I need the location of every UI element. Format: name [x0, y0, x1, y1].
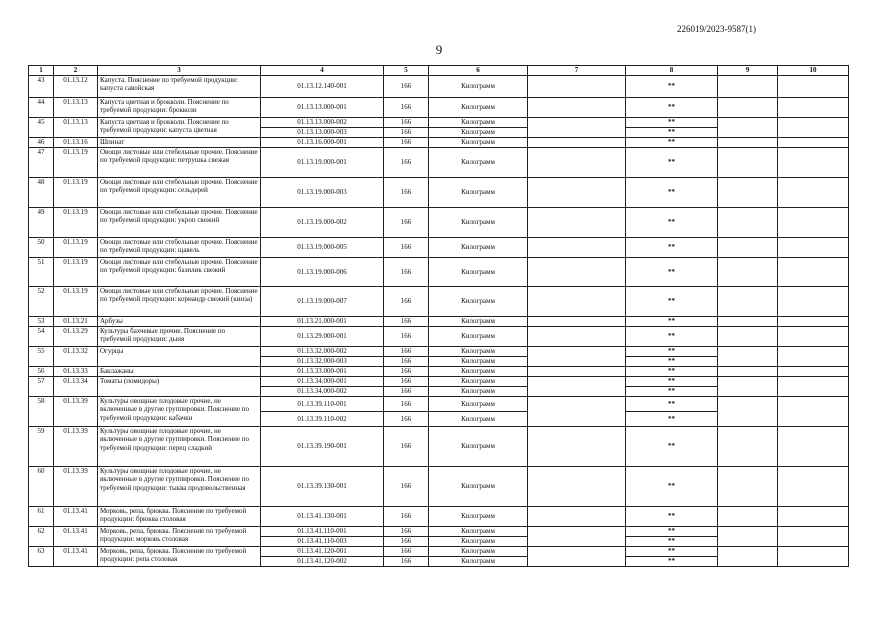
row-number-cell: 47 — [29, 148, 54, 178]
table-row — [29, 258, 849, 287]
row-number-cell: 57 — [29, 377, 54, 397]
okpd2-code-cell: 01.13.13 — [54, 98, 98, 118]
unit-name-cell: Килограмм — [429, 128, 528, 138]
okpd2-code-cell: 01.13.19 — [54, 238, 98, 258]
ktru-code-cell: 01.13.41.120-002 — [261, 557, 384, 567]
column-8-cell: ** — [626, 178, 718, 208]
table-row — [29, 238, 849, 258]
column-10-cell — [778, 377, 849, 397]
column-9-cell — [718, 258, 778, 287]
column-7-cell — [528, 138, 626, 148]
okpd2-code-cell: 01.13.32 — [54, 347, 98, 367]
okei-code-cell: 166 — [384, 347, 429, 357]
products-table — [28, 65, 849, 567]
product-name-cell: Томаты (помидоры) — [98, 377, 261, 397]
column-7-cell — [528, 148, 626, 178]
row-number-cell: 45 — [29, 118, 54, 138]
ktru-code-cell: 01.13.39.110-001 — [261, 397, 384, 412]
table-row — [29, 76, 849, 98]
row-number-cell: 51 — [29, 258, 54, 287]
unit-name-cell: Килограмм — [429, 178, 528, 208]
unit-name-cell: Килограмм — [429, 347, 528, 357]
product-name-cell: Морковь, репа, брюква. Пояснение по требуемой продукции: морковь столовая — [98, 527, 261, 547]
product-name-cell: Культуры овощные плодовые прочие, не включенные в другие группировки. Пояснение по требуемой продукции: перец сладкий — [98, 427, 261, 467]
unit-name-cell: Килограмм — [429, 467, 528, 507]
unit-name-cell: Килограмм — [429, 397, 528, 412]
column-8-cell: ** — [626, 347, 718, 357]
column-10-cell — [778, 238, 849, 258]
column-8-cell: ** — [626, 387, 718, 397]
column-8-cell: ** — [626, 537, 718, 547]
column-7-cell — [528, 76, 626, 98]
unit-name-cell: Килограмм — [429, 427, 528, 467]
okei-code-cell: 166 — [384, 138, 429, 148]
okei-code-cell: 166 — [384, 367, 429, 377]
column-8-cell: ** — [626, 128, 718, 138]
column-8-cell: ** — [626, 76, 718, 98]
okei-code-cell: 166 — [384, 547, 429, 557]
table-body — [29, 76, 849, 567]
column-9-cell — [718, 327, 778, 347]
table-row — [29, 148, 849, 178]
column-7-cell — [528, 178, 626, 208]
column-10-cell — [778, 327, 849, 347]
okpd2-code-cell: 01.13.19 — [54, 287, 98, 317]
okei-code-cell: 166 — [384, 387, 429, 397]
ktru-code-cell: 01.13.41.130-001 — [261, 507, 384, 527]
okei-code-cell: 166 — [384, 507, 429, 527]
table-row — [29, 287, 849, 317]
column-8-cell: ** — [626, 98, 718, 118]
column-10-cell — [778, 547, 849, 567]
ktru-code-cell: 01.13.13.000-003 — [261, 128, 384, 138]
row-number-cell: 62 — [29, 527, 54, 547]
column-header: 8 — [626, 66, 718, 76]
product-name-cell: Морковь, репа, брюква. Пояснение по требуемой продукции: репа столовая — [98, 547, 261, 567]
column-8-cell: ** — [626, 238, 718, 258]
row-number-cell: 56 — [29, 367, 54, 377]
product-name-cell: Морковь, репа, брюква. Пояснение по требуемой продукции: брюква столовая — [98, 507, 261, 527]
okei-code-cell: 166 — [384, 377, 429, 387]
column-9-cell — [718, 238, 778, 258]
ktru-code-cell: 01.13.34.000-002 — [261, 387, 384, 397]
row-number-cell: 54 — [29, 327, 54, 347]
product-name-cell: Культуры бахчевые прочие. Пояснение по требуемой продукции: дыня — [98, 327, 261, 347]
row-number-cell: 53 — [29, 317, 54, 327]
column-10-cell — [778, 287, 849, 317]
column-7-cell — [528, 467, 626, 507]
okei-code-cell: 166 — [384, 467, 429, 507]
okei-code-cell: 166 — [384, 327, 429, 347]
unit-name-cell: Килограмм — [429, 367, 528, 377]
table-row — [29, 178, 849, 208]
unit-name-cell: Килограмм — [429, 98, 528, 118]
row-number-cell: 44 — [29, 98, 54, 118]
column-8-cell: ** — [626, 258, 718, 287]
column-9-cell — [718, 317, 778, 327]
column-header: 5 — [384, 66, 429, 76]
column-9-cell — [718, 98, 778, 118]
column-header: 7 — [528, 66, 626, 76]
column-10-cell — [778, 258, 849, 287]
column-10-cell — [778, 98, 849, 118]
okei-code-cell: 166 — [384, 317, 429, 327]
okpd2-code-cell: 01.13.33 — [54, 367, 98, 377]
unit-name-cell: Килограмм — [429, 387, 528, 397]
column-8-cell: ** — [626, 327, 718, 347]
column-8-cell: ** — [626, 317, 718, 327]
row-number-cell: 58 — [29, 397, 54, 427]
unit-name-cell: Килограмм — [429, 527, 528, 537]
row-number-cell: 63 — [29, 547, 54, 567]
table-row — [29, 347, 849, 357]
column-9-cell — [718, 138, 778, 148]
column-10-cell — [778, 138, 849, 148]
okei-code-cell: 166 — [384, 128, 429, 138]
column-8-cell: ** — [626, 412, 718, 427]
column-7-cell — [528, 527, 626, 547]
row-number-cell: 50 — [29, 238, 54, 258]
column-header: 10 — [778, 66, 849, 76]
product-name-cell: Овощи листовые или стебельные прочие. Пояснение по требуемой продукции: укроп свежий — [98, 208, 261, 238]
column-8-cell: ** — [626, 148, 718, 178]
column-7-cell — [528, 258, 626, 287]
okei-code-cell: 166 — [384, 397, 429, 412]
ktru-code-cell: 01.13.13.000-002 — [261, 118, 384, 128]
okei-code-cell: 166 — [384, 412, 429, 427]
column-7-cell — [528, 118, 626, 138]
column-10-cell — [778, 118, 849, 138]
row-number-cell: 61 — [29, 507, 54, 527]
table-row — [29, 507, 849, 527]
product-name-cell: Капуста. Пояснение по требуемой продукции: капуста савойская — [98, 76, 261, 98]
column-9-cell — [718, 547, 778, 567]
column-7-cell — [528, 377, 626, 397]
ktru-code-cell: 01.13.39.130-001 — [261, 467, 384, 507]
ktru-code-cell: 01.13.41.110-003 — [261, 537, 384, 547]
column-10-cell — [778, 208, 849, 238]
column-7-cell — [528, 427, 626, 467]
okei-code-cell: 166 — [384, 118, 429, 128]
okei-code-cell: 166 — [384, 76, 429, 98]
column-9-cell — [718, 367, 778, 377]
column-8-cell: ** — [626, 118, 718, 128]
okei-code-cell: 166 — [384, 238, 429, 258]
unit-name-cell: Килограмм — [429, 507, 528, 527]
column-header: 1 — [29, 66, 54, 76]
ktru-code-cell: 01.13.33.000-001 — [261, 367, 384, 377]
column-header: 4 — [261, 66, 384, 76]
product-name-cell: Овощи листовые или стебельные прочие. Пояснение по требуемой продукции: базилик свежий — [98, 258, 261, 287]
okei-code-cell: 166 — [384, 208, 429, 238]
column-header: 2 — [54, 66, 98, 76]
column-8-cell: ** — [626, 557, 718, 567]
product-name-cell: Огурцы — [98, 347, 261, 367]
table-row — [29, 547, 849, 557]
okei-code-cell: 166 — [384, 537, 429, 547]
column-header: 6 — [429, 66, 528, 76]
ktru-code-cell: 01.13.41.120-001 — [261, 547, 384, 557]
ktru-code-cell: 01.13.39.190-001 — [261, 427, 384, 467]
column-8-cell: ** — [626, 377, 718, 387]
ktru-code-cell: 01.13.34.000-001 — [261, 377, 384, 387]
ktru-code-cell: 01.13.32.000-002 — [261, 347, 384, 357]
column-7-cell — [528, 98, 626, 118]
column-10-cell — [778, 317, 849, 327]
unit-name-cell: Килограмм — [429, 258, 528, 287]
product-name-cell: Баклажаны — [98, 367, 261, 377]
unit-name-cell: Килограмм — [429, 317, 528, 327]
table-row — [29, 397, 849, 412]
table-row — [29, 327, 849, 347]
column-8-cell: ** — [626, 287, 718, 317]
row-number-cell: 49 — [29, 208, 54, 238]
column-7-cell — [528, 547, 626, 567]
okei-code-cell: 166 — [384, 527, 429, 537]
column-9-cell — [718, 148, 778, 178]
ktru-code-cell: 01.13.41.110-001 — [261, 527, 384, 537]
column-9-cell — [718, 287, 778, 317]
row-number-cell: 59 — [29, 427, 54, 467]
unit-name-cell: Килограмм — [429, 547, 528, 557]
column-7-cell — [528, 327, 626, 347]
column-10-cell — [778, 148, 849, 178]
column-10-cell — [778, 467, 849, 507]
unit-name-cell: Килограмм — [429, 412, 528, 427]
unit-name-cell: Килограмм — [429, 148, 528, 178]
column-9-cell — [718, 178, 778, 208]
column-10-cell — [778, 347, 849, 367]
column-8-cell: ** — [626, 507, 718, 527]
column-8-cell: ** — [626, 527, 718, 537]
unit-name-cell: Килограмм — [429, 208, 528, 238]
table-row — [29, 98, 849, 118]
ktru-code-cell: 01.13.19.000-006 — [261, 258, 384, 287]
ktru-code-cell: 01.13.29.000-001 — [261, 327, 384, 347]
column-header: 9 — [718, 66, 778, 76]
product-name-cell: Культуры овощные плодовые прочие, не включенные в другие группировки. Пояснение по требуемой продукции: кабачки — [98, 397, 261, 427]
column-9-cell — [718, 507, 778, 527]
header-row — [29, 66, 849, 76]
column-10-cell — [778, 367, 849, 377]
column-7-cell — [528, 507, 626, 527]
ktru-code-cell: 01.13.39.110-002 — [261, 412, 384, 427]
column-10-cell — [778, 527, 849, 547]
product-name-cell: Овощи листовые или стебельные прочие. Пояснение по требуемой продукции: кориандр свежий (кинза) — [98, 287, 261, 317]
okpd2-code-cell: 01.13.41 — [54, 547, 98, 567]
column-10-cell — [778, 427, 849, 467]
unit-name-cell: Килограмм — [429, 238, 528, 258]
column-9-cell — [718, 118, 778, 138]
column-8-cell: ** — [626, 427, 718, 467]
okpd2-code-cell: 01.13.19 — [54, 178, 98, 208]
column-10-cell — [778, 76, 849, 98]
product-name-cell: Капуста цветная и брокколи. Пояснение по требуемой продукции: брокколи — [98, 98, 261, 118]
ktru-code-cell: 01.13.19.000-003 — [261, 178, 384, 208]
okpd2-code-cell: 01.13.21 — [54, 317, 98, 327]
table-row — [29, 527, 849, 537]
unit-name-cell: Килограмм — [429, 76, 528, 98]
column-10-cell — [778, 178, 849, 208]
okpd2-code-cell: 01.13.19 — [54, 148, 98, 178]
okpd2-code-cell: 01.13.16 — [54, 138, 98, 148]
okpd2-code-cell: 01.13.13 — [54, 118, 98, 138]
column-8-cell: ** — [626, 367, 718, 377]
row-number-cell: 52 — [29, 287, 54, 317]
okei-code-cell: 166 — [384, 557, 429, 567]
okpd2-code-cell: 01.13.29 — [54, 327, 98, 347]
column-9-cell — [718, 377, 778, 397]
row-number-cell: 48 — [29, 178, 54, 208]
product-name-cell: Капуста цветная и брокколи. Пояснение по требуемой продукции: капуста цветная — [98, 118, 261, 138]
okpd2-code-cell: 01.13.39 — [54, 397, 98, 427]
okei-code-cell: 166 — [384, 178, 429, 208]
column-8-cell: ** — [626, 208, 718, 238]
column-7-cell — [528, 317, 626, 327]
column-8-cell: ** — [626, 547, 718, 557]
column-10-cell — [778, 397, 849, 427]
column-header: 3 — [98, 66, 261, 76]
column-9-cell — [718, 347, 778, 367]
column-9-cell — [718, 527, 778, 547]
product-name-cell: Овощи листовые или стебельные прочие. Пояснение по требуемой продукции: щавель — [98, 238, 261, 258]
ktru-code-cell: 01.13.19.000-002 — [261, 208, 384, 238]
unit-name-cell: Килограмм — [429, 537, 528, 547]
column-8-cell: ** — [626, 467, 718, 507]
column-9-cell — [718, 467, 778, 507]
product-name-cell: Культуры овощные плодовые прочие, не включенные в другие группировки. Пояснение по требуемой продукции: тыква продовольственная — [98, 467, 261, 507]
table-row — [29, 377, 849, 387]
okei-code-cell: 166 — [384, 98, 429, 118]
okpd2-code-cell: 01.13.41 — [54, 527, 98, 547]
ktru-code-cell: 01.13.19.000-005 — [261, 238, 384, 258]
column-9-cell — [718, 76, 778, 98]
column-10-cell — [778, 507, 849, 527]
table-row — [29, 118, 849, 128]
unit-name-cell: Килограмм — [429, 377, 528, 387]
table-row — [29, 317, 849, 327]
unit-name-cell: Килограмм — [429, 557, 528, 567]
column-9-cell — [718, 208, 778, 238]
ktru-code-cell: 01.13.19.000-007 — [261, 287, 384, 317]
row-number-cell: 46 — [29, 138, 54, 148]
column-7-cell — [528, 208, 626, 238]
column-7-cell — [528, 367, 626, 377]
column-8-cell: ** — [626, 357, 718, 367]
unit-name-cell: Килограмм — [429, 357, 528, 367]
okei-code-cell: 166 — [384, 357, 429, 367]
row-number-cell: 55 — [29, 347, 54, 367]
unit-name-cell: Килограмм — [429, 327, 528, 347]
okpd2-code-cell: 01.13.41 — [54, 507, 98, 527]
column-9-cell — [718, 397, 778, 427]
row-number-cell: 60 — [29, 467, 54, 507]
okpd2-code-cell: 01.13.19 — [54, 258, 98, 287]
product-name-cell: Арбузы — [98, 317, 261, 327]
ktru-code-cell: 01.13.13.000-001 — [261, 98, 384, 118]
page-number: 9 — [435, 42, 443, 57]
column-7-cell — [528, 287, 626, 317]
ktru-code-cell: 01.13.19.000-001 — [261, 148, 384, 178]
okpd2-code-cell: 01.13.39 — [54, 467, 98, 507]
okpd2-code-cell: 01.13.12 — [54, 76, 98, 98]
unit-name-cell: Килограмм — [429, 118, 528, 128]
table-row — [29, 138, 849, 148]
product-name-cell: Овощи листовые или стебельные прочие. Пояснение по требуемой продукции: сельдерей — [98, 178, 261, 208]
table-row — [29, 427, 849, 467]
table-row — [29, 467, 849, 507]
okei-code-cell: 166 — [384, 287, 429, 317]
table-row — [29, 208, 849, 238]
column-9-cell — [718, 427, 778, 467]
okpd2-code-cell: 01.13.39 — [54, 427, 98, 467]
unit-name-cell: Килограмм — [429, 138, 528, 148]
ktru-code-cell: 01.13.32.000-003 — [261, 357, 384, 367]
okpd2-code-cell: 01.13.19 — [54, 208, 98, 238]
okei-code-cell: 166 — [384, 427, 429, 467]
ktru-code-cell: 01.13.21.000-001 — [261, 317, 384, 327]
okei-code-cell: 166 — [384, 148, 429, 178]
column-8-cell: ** — [626, 138, 718, 148]
table-row — [29, 367, 849, 377]
okpd2-code-cell: 01.13.34 — [54, 377, 98, 397]
unit-name-cell: Килограмм — [429, 287, 528, 317]
product-name-cell: Шпинат — [98, 138, 261, 148]
ktru-code-cell: 01.13.16.000-001 — [261, 138, 384, 148]
column-8-cell: ** — [626, 397, 718, 412]
column-7-cell — [528, 347, 626, 367]
document-number: 226019/2023-9587(1) — [677, 24, 756, 34]
column-7-cell — [528, 397, 626, 427]
ktru-code-cell: 01.13.12.140-001 — [261, 76, 384, 98]
row-number-cell: 43 — [29, 76, 54, 98]
product-name-cell: Овощи листовые или стебельные прочие. Пояснение по требуемой продукции: петрушка свежая — [98, 148, 261, 178]
column-7-cell — [528, 238, 626, 258]
okei-code-cell: 166 — [384, 258, 429, 287]
